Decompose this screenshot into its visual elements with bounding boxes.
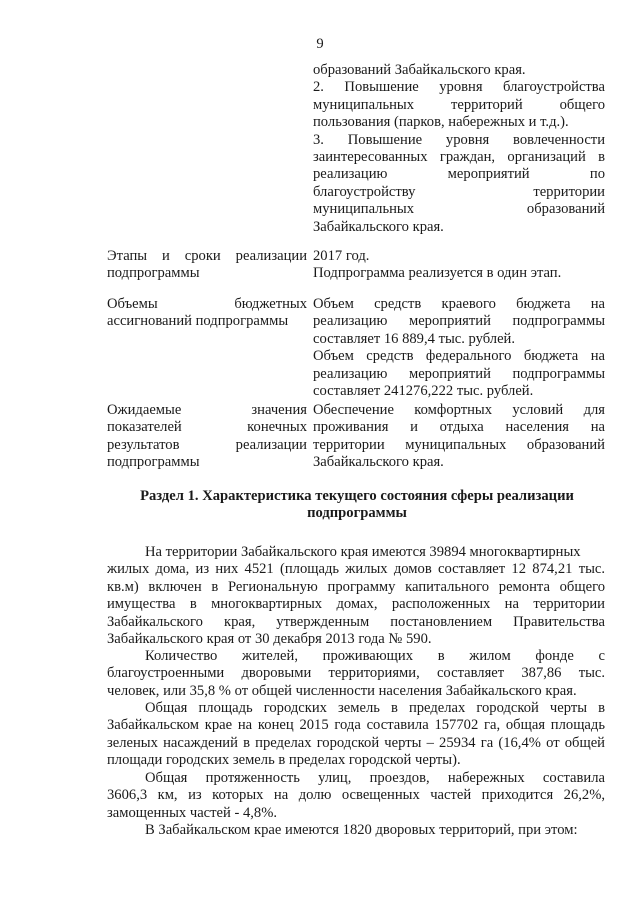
section-title-line: подпрограммы (307, 505, 407, 522)
paragraph-line: жилых дома, из них 4521 (площадь жилых домов составляет 12 874,21 тыс. (107, 561, 605, 578)
paragraph-line: 3606,3 км, из которых на долю освещенных частей приходится 26,2%, (107, 787, 605, 804)
paragraph (107, 544, 605, 648)
paragraph-line: замощенных частей - 4,8%. (107, 804, 278, 821)
value-line: территории муниципальных образований (313, 436, 605, 453)
paragraph-line: кв.м) включен в Региональную программу капитального ремонта общего (107, 578, 605, 595)
value-line: 2017 год. (313, 248, 370, 264)
label-line: результатов реализации (107, 436, 307, 453)
row-stages-label (107, 248, 307, 283)
paragraph-line: человек, или 35,8 % от общей численности населения Забайкальского края. (107, 682, 577, 699)
section-title (107, 488, 607, 523)
goals-line: муниципальных образований (313, 201, 605, 218)
page-number: 9 (316, 36, 324, 52)
label-line: показателей конечных (107, 419, 307, 436)
paragraph-line: Забайкальского края от 30 декабря 2013 года № 590. (107, 630, 432, 647)
goals-line: благоустройству территории (313, 183, 605, 200)
paragraph-line: В Забайкальском крае имеются 1820 дворовых территорий, при этом: (145, 822, 578, 838)
goals-line: пользования (парков, набережных и т.д.). (313, 114, 569, 131)
label-line: Этапы и сроки реализации (107, 248, 307, 264)
label-line: Ожидаемые значения (107, 402, 307, 418)
value-line: Подпрограмма реализуется в один этап. (313, 265, 562, 282)
goals-line: Забайкальского края. (313, 218, 444, 235)
paragraph-line: Забайкальского края, утвержденным постановлением Правительства (107, 613, 605, 630)
value-line: Объем средств федерального бюджета на (313, 348, 605, 365)
goals-line: образований Забайкальского края. (313, 62, 526, 78)
value-line: проживания и отдыха населения на (313, 419, 605, 436)
row-results-label (107, 402, 307, 472)
paragraph-line: Количество жителей, проживающих в жилом фонде с (145, 648, 605, 664)
paragraph-line: Забайкальском крае на конец 2015 года составила 157702 га, общая площадь (107, 717, 605, 734)
paragraph-line: На территории Забайкальского края имеются 39894 многоквартирных (145, 544, 581, 560)
goals-line: заинтересованных граждан, организаций в (313, 148, 605, 165)
value-line: составляет 241276,222 тыс. рублей. (313, 382, 534, 399)
paragraph (107, 648, 605, 700)
goals-line: 2. Повышение уровня благоустройства (313, 79, 605, 96)
paragraph (107, 822, 605, 839)
value-line: Обеспечение комфортных условий для (313, 402, 605, 418)
row-budget-value (313, 296, 605, 400)
paragraph-line: площади городских земель в пределах городской черты). (107, 752, 461, 769)
paragraph-line: Общая протяженность улиц, проездов, набережных составила (145, 770, 605, 786)
paragraph-line: имущества в многоквартирных домах, расположенных на территории (107, 596, 605, 613)
value-line: реализацию мероприятий подпрограммы (313, 365, 605, 382)
label-line: Объемы бюджетных (107, 296, 307, 312)
paragraph (107, 700, 605, 770)
paragraph-line: зеленых насаждений в пределах городской черты – 25934 га (16,4% от общей (107, 734, 605, 751)
passport-goals-continuation (313, 62, 605, 236)
paragraph-line: благоустроенными дворовыми территориями, составляет 387,86 тыс. (107, 665, 605, 682)
row-budget-label (107, 296, 307, 331)
paragraph (107, 770, 605, 822)
goals-line: 3. Повышение уровня вовлеченности (313, 131, 605, 148)
label-line: подпрограммы (107, 454, 200, 471)
value-line: составляет 16 889,4 тыс. рублей. (313, 330, 516, 347)
paragraph-line: Общая площадь городских земель в пределах городской черты в (145, 700, 605, 716)
value-line: реализацию мероприятий подпрограммы (313, 313, 605, 330)
goals-line: реализацию мероприятий по (313, 166, 605, 183)
label-line: подпрограммы (107, 265, 200, 282)
row-stages-value (313, 248, 605, 283)
label-line: ассигнований подпрограммы (107, 313, 289, 330)
value-line: Объем средств краевого бюджета на (313, 296, 605, 312)
value-line: Забайкальского края. (313, 454, 444, 471)
goals-line: муниципальных территорий общего (313, 96, 605, 113)
section-title-line: Раздел 1. Характеристика текущего состояния сферы реализации (140, 488, 574, 504)
row-results-value (313, 402, 605, 472)
